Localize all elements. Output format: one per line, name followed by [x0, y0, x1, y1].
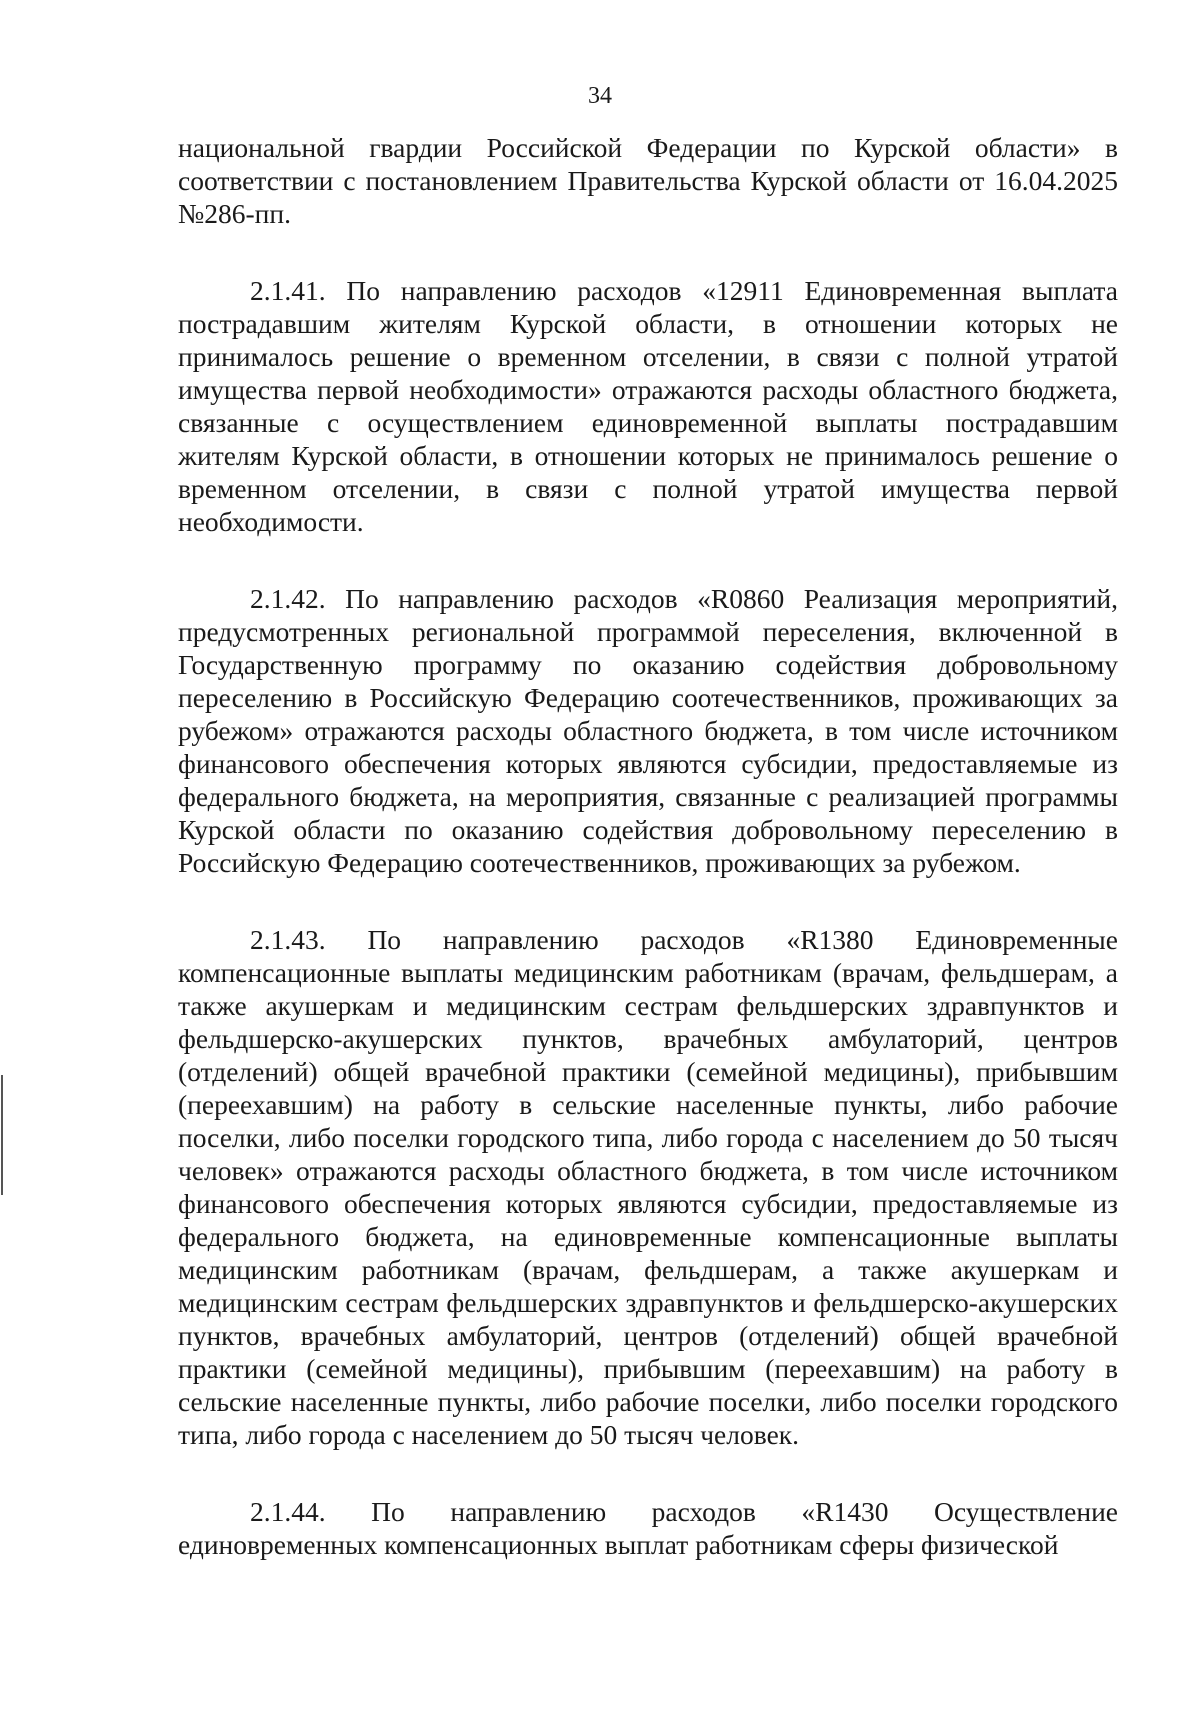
document-body [178, 131, 1118, 1605]
paragraph-2-1-41: 2.1.41. По направлению расходов «12911 Единовременная выплата пострадавшим жителям Курской области, в отношении которых не принималось решение о временном отселении, в связи с полной утратой имущества первой необходимости» отражаются расходы областного бюджета, связанные с осуществлением единовременной выплаты пострадавшим жителям Курской области, в отношении которых не принималось решение о временном отселении, в связи с полной утратой имущества первой необходимости. [178, 275, 1118, 537]
paragraph-continuation: национальной гвардии Российской Федерации по Курской области» в соответствии с постановлением Правительства Курской области от 16.04.2025 №286-пп. [178, 132, 1118, 229]
paragraph-2-1-44: 2.1.44. По направлению расходов «R1430 Осуществление единовременных компенсационных выплат работникам сферы физической [178, 1496, 1118, 1560]
paragraph-2-1-43: 2.1.43. По направлению расходов «R1380 Единовременные компенсационные выплаты медицинским работникам (врачам, фельдшерам, а также акушеркам и медицинским сестрам фельдшерских здравпунктов и фельдшерско-акушерских пунктов, врачебных амбулаторий, центров (отделений) общей врачебной практики (семейной медицины), прибывшим (переехавшим) на работу в сельские населенные пункты, либо рабочие поселки, либо поселки городского типа, либо города с населением до 50 тысяч человек» отражаются расходы областного бюджета, в том числе источником финансового обеспечения которых являются субсидии, предоставляемые из федерального бюджета, на единовременные компенсационные выплаты медицинским работникам (врачам, фельдшерам, а также акушеркам и медицинским сестрам фельдшерских здравпунктов и фельдшерско-акушерских пунктов, врачебных амбулаторий, центров (отделений) общей врачебной практики (семейной медицины), прибывшим (переехавшим) на работу в сельские населенные пункты, либо рабочие поселки, либо поселки городского типа, либо города с населением до 50 тысяч человек. [178, 924, 1118, 1450]
page-number: 34 [588, 83, 612, 109]
scan-edge-mark [1, 1075, 3, 1195]
paragraph-2-1-42: 2.1.42. По направлению расходов «R0860 Реализация мероприятий, предусмотренных региональной программой переселения, включенной в Государственную программу по оказанию содействия добровольному переселению в Российскую Федерацию соотечественников, проживающих за рубежом» отражаются расходы областного бюджета, в том числе источником финансового обеспечения которых являются субсидии, предоставляемые из федерального бюджета, на мероприятия, связанные с реализацией программы Курской области по оказанию содействия добровольному переселению в Российскую Федерацию соотечественников, проживающих за рубежом. [178, 583, 1118, 878]
